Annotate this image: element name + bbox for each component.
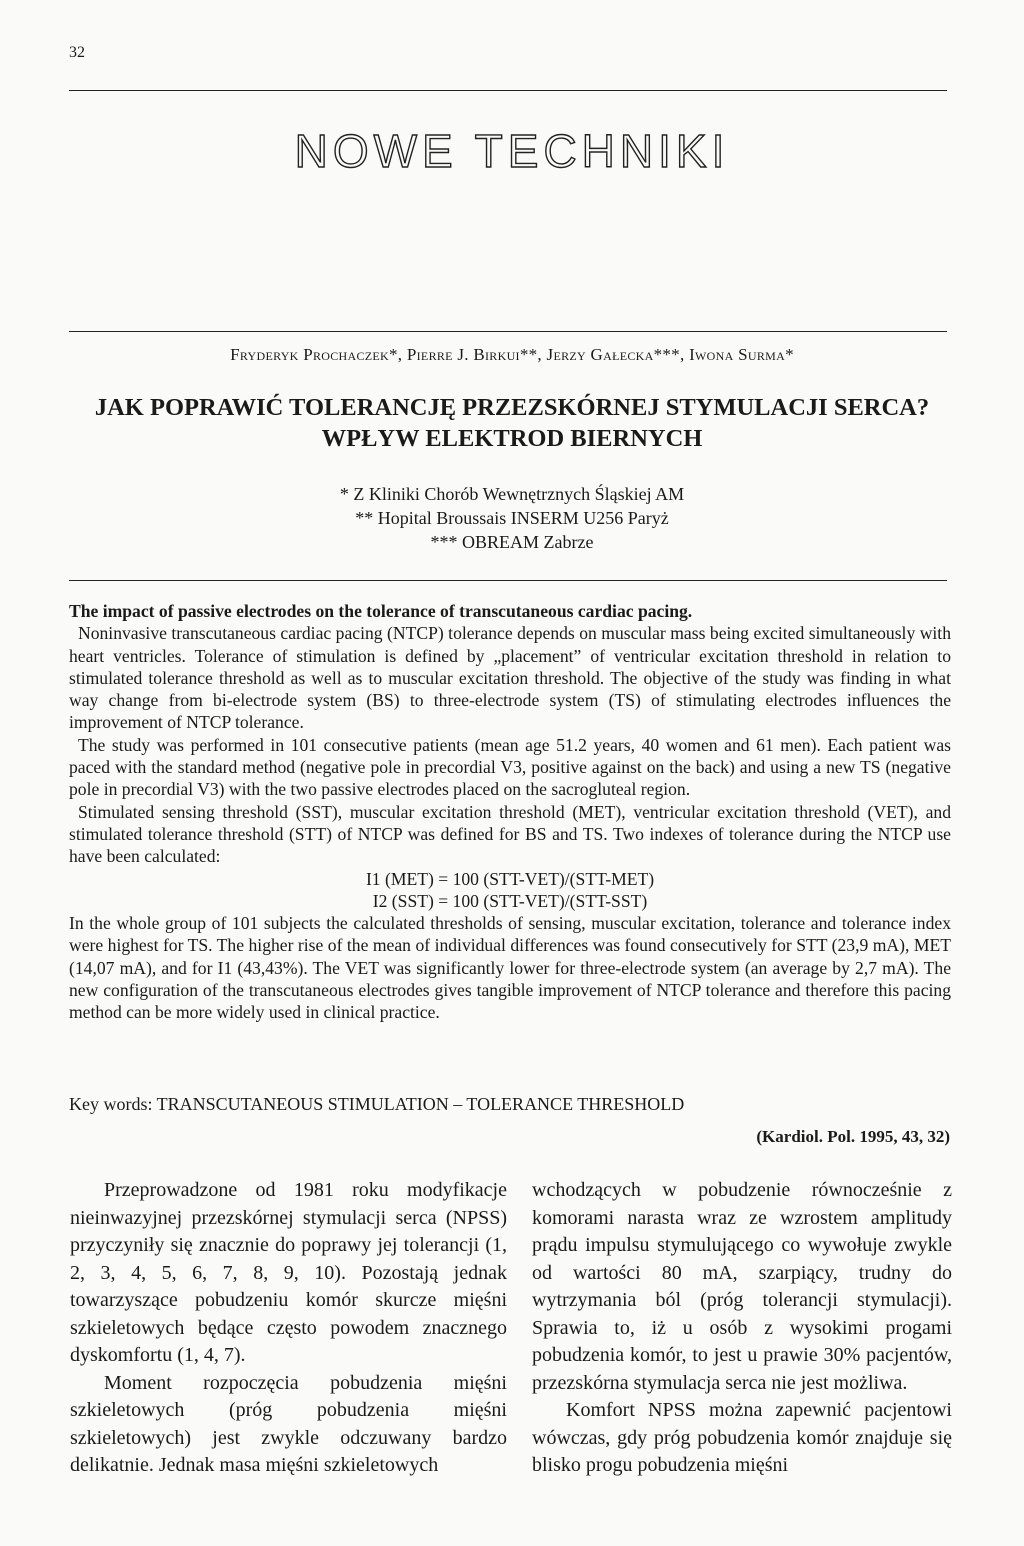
affiliation-3: *** OBREAM Zabrze [430, 532, 594, 552]
body-paragraph: Komfort NPSS można zapewnić pacjentowi wówczas, gdy próg pobudzenia komór znajduje się blisko progu pobudzenia mięśni [532, 1399, 952, 1476]
affiliation-2: ** Hopital Broussais INSERM U256 Paryż [355, 508, 669, 528]
affiliation-1: * Z Kliniki Chorób Wewnętrznych Śląskiej AM [339, 484, 685, 504]
page-number: 32 [69, 44, 85, 61]
body-paragraph: wchodzących w pobudzenie równocześnie z komorami narasta wraz ze wzrostem amplitudy prądu impulsu stymulującego co wywołuje zwykle od wartości 80 mA, szarpiący, trudny do wytrzymania ból (próg tolerancji stymulacji). Sprawia to, iż u osób z wysokimi progami pobudzenia komór, to jest u prawie 30% pacjentów, przezskórna stymulacja serca nie jest możliwa. [532, 1179, 952, 1394]
header-rule [69, 331, 947, 332]
equation-2: I2 (SST) = 100 (STT-VET)/(STT-SST) [372, 890, 648, 911]
equation-1: I1 (MET) = 100 (STT-VET)/(STT-MET) [365, 868, 655, 889]
top-rule [69, 90, 947, 91]
abstract-paragraph: The study was performed in 101 consecutive patients (mean age 51.2 years, 40 women and 61 men). Each patient was paced with the standard method (negative pole in precordial V3, positive against on the back) and using a new TS (negative pole in precordial V3) with the two passive electrodes placed on the sacrogluteal region. [69, 734, 951, 800]
author-list: Fryderyk Prochaczek*, Pierre J. Birkui**, Jerzy Gałecka***, Iwona Surma* [230, 345, 794, 364]
keywords: Key words: TRANSCUTANEOUS STIMULATION – TOLERANCE THRESHOLD [69, 1094, 685, 1114]
citation: (Kardiol. Pol. 1995, 43, 32) [756, 1127, 950, 1146]
article-title-line-2: WPŁYW ELEKTROD BIERNYCH [321, 425, 703, 452]
body-column-left [70, 1177, 507, 1480]
abstract-paragraph: In the whole group of 101 subjects the calculated thresholds of sensing, muscular excitation, tolerance and tolerance index were highest for TS. The higher rise of the mean of individual differences was found consecutively for STT (23,9 mA), MET (14,07 mA), and for I1 (43,43%). The VET was significantly lower for three-electrode system (an average by 2,7 mA). The new configuration of the transcutaneous electrodes gives tangible improvement of NTCP tolerance and therefore this pacing method can be more widely used in clinical practice. [69, 913, 951, 1023]
body-paragraph: Przeprowadzone od 1981 roku modyfikacje nieinwazyjnej przezskórnej stymulacji serca (NPSS) przyczyniły się znacznie do poprawy jej tolerancji (1, 2, 3, 4, 5, 6, 7, 8, 9, 10). Pozostają jednak towarzyszące pobudzeniu komór skurcze mięśni szkieletowych będące często powodem znacznego dyskomfortu (1, 4, 7). [70, 1179, 507, 1366]
abstract-rule [69, 580, 947, 581]
section-title: NOWE TECHNIKI [294, 125, 730, 177]
abstract [69, 600, 951, 1024]
article-title-line-1: JAK POPRAWIĆ TOLERANCJĘ PRZEZSKÓRNEJ STYMULACJI SERCA? [94, 394, 930, 421]
abstract-paragraph: Stimulated sensing threshold (SST), muscular excitation threshold (MET), ventricular excitation threshold (VET), and stimulated tolerance threshold (STT) of NTCP was defined for BS and TS. Two indexes of tolerance during the NTCP use have been calculated: [69, 801, 951, 867]
body-column-right [532, 1177, 952, 1480]
body-paragraph: Moment rozpoczęcia pobudzenia mięśni szkieletowych (próg pobudzenia mięśni szkieletowych) jest zwykle odczuwany bardzo delikatnie. Jednak masa mięśni szkieletowych [70, 1371, 507, 1476]
abstract-paragraph: Noninvasive transcutaneous cardiac pacing (NTCP) tolerance depends on muscular mass being excited simultaneously with heart ventricles. Tolerance of stimulation is defined by „placement” of ventricular excitation threshold in relation to stimulated tolerance threshold as well as to muscular excitation threshold. The objective of the study was finding in what way change from bi-electrode system (BS) to three-electrode system (TS) of stimulating electrodes influences the improvement of NTCP tolerance. [69, 623, 951, 733]
abstract-heading: The impact of passive electrodes on the tolerance of transcutaneous cardiac pacing. [69, 601, 693, 621]
